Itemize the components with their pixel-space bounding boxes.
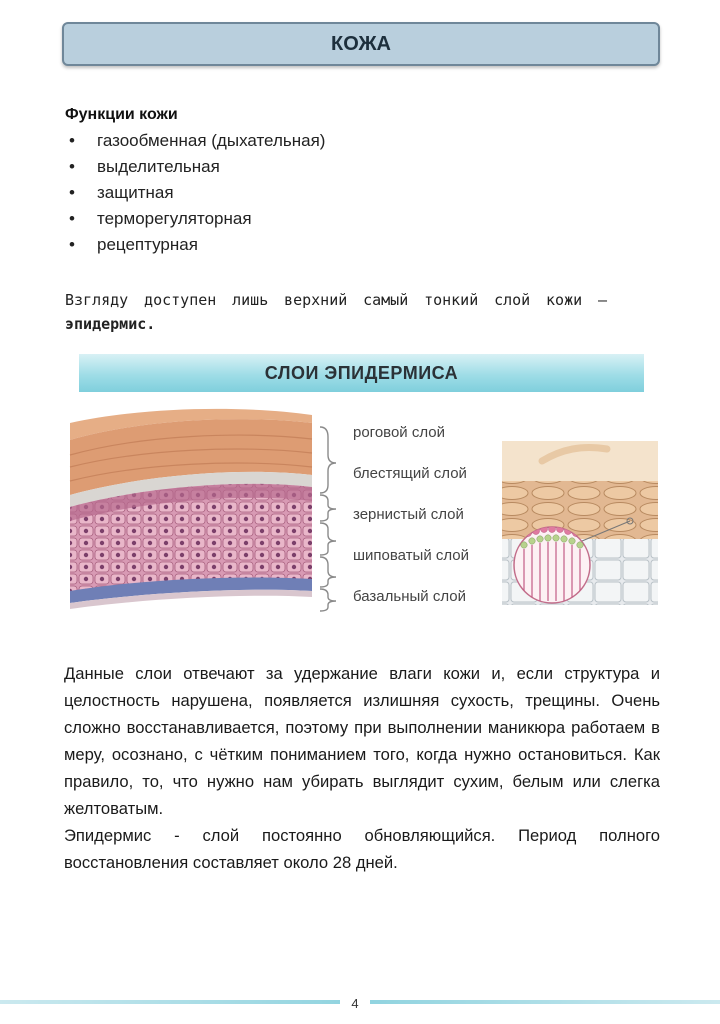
intro-emphasis: эпидермис.: [65, 315, 156, 333]
list-item: [65, 180, 625, 206]
functions-heading: Функции кожи: [65, 106, 178, 123]
list-item: [65, 206, 625, 232]
page-title-bar: [62, 22, 660, 66]
function-label: выделительная: [97, 157, 220, 176]
figure-banner-title: СЛОИ ЭПИДЕРМИСА: [264, 362, 459, 383]
skin-functions-section: [65, 106, 625, 258]
function-label: терморегуляторная: [97, 209, 252, 228]
intro-text: Взгляду доступен лишь верхний самый тонкий слой кожи –: [65, 291, 607, 309]
figure-banner: [79, 354, 644, 392]
function-label: газообменная (дыхательная): [97, 131, 326, 150]
body-paragraph: Данные слои отвечают за удержание влаги кожи и, если структура и целостность нарушена, появляется излишняя сухость, трещины. Очень сложно восстанавливается, поэтому при выполнении маникюра работаем в меру, осознано, с чётким пониманием того, когда нужно остановиться. Как правило, то, что нужно нам убирать выглядит сухим, белым или слегка желтоватым.: [64, 664, 660, 818]
function-label: рецептурная: [97, 235, 198, 254]
list-item: [65, 232, 625, 258]
page-title: КОЖА: [330, 32, 392, 55]
list-item: [65, 154, 625, 180]
layer-label: шиповатый слой: [353, 547, 470, 564]
function-label: защитная: [97, 183, 174, 202]
body-text: [64, 660, 660, 876]
bullet-icon: •: [69, 209, 75, 228]
layer-labels: [353, 424, 503, 629]
list-item: [65, 128, 625, 154]
layer-label: блестящий слой: [353, 465, 467, 482]
intro-paragraph: [65, 288, 607, 336]
layer-label: роговой слой: [353, 424, 445, 441]
bullet-icon: •: [69, 235, 75, 254]
body-paragraph: Эпидермис - слой постоянно обновляющийся. Период полного восстановления составляет около 28 дней.: [64, 826, 660, 872]
functions-list: [65, 128, 625, 258]
bullet-icon: •: [69, 183, 75, 202]
page-number: 4: [340, 996, 370, 1011]
bullet-icon: •: [69, 131, 75, 150]
layer-label: зернистый слой: [353, 506, 464, 523]
bullet-icon: •: [69, 157, 75, 176]
layer-label: базальный слой: [353, 588, 466, 605]
